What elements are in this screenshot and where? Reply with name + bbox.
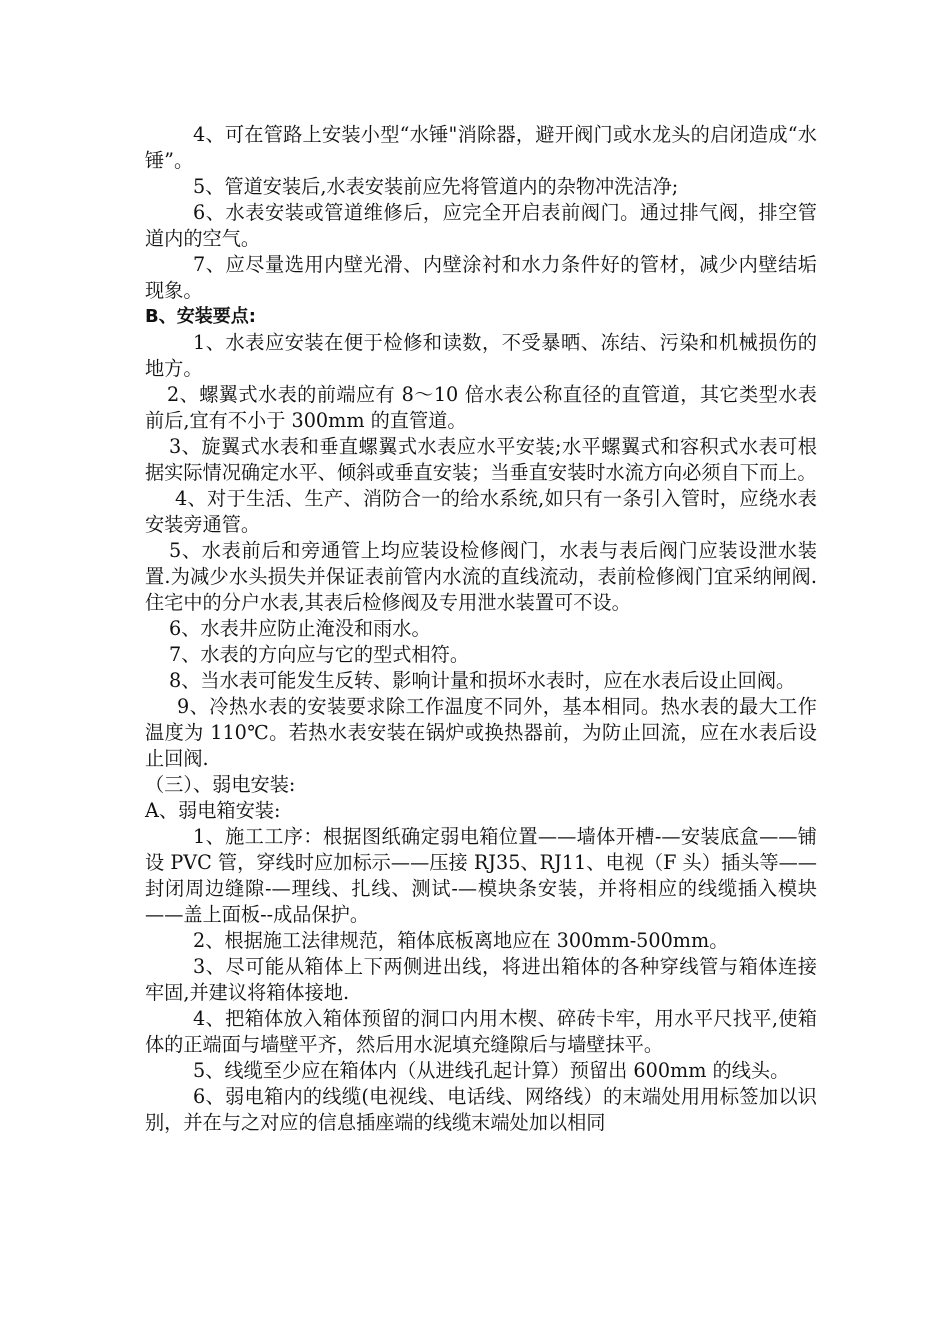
paragraph: 5、水表前后和旁通管上均应装设检修阀门，水表与表后阀门应装设泄水装置.为减少水头损失并保证表前管内水流的直线流动，表前检修阀门宜采纳闸阀.住宅中的分户水表,其表后检修阀及专用泄水装置可不设。 <box>145 539 817 614</box>
paragraph: 3、尽可能从箱体上下两侧进出线，将进出箱体的各种穿线管与箱体连接牢固,并建议将箱体接地. <box>145 955 817 1004</box>
paragraph: 5、管道安装后,水表安装前应先将管道内的杂物冲洗洁净; <box>193 175 679 198</box>
paragraph: 6、水表安装或管道维修后，应完全开启表前阀门。通过排气阀，排空管道内的空气。 <box>145 201 817 250</box>
paragraph: 7、应尽量选用内壁光滑、内壁涂衬和水力条件好的管材，减少内壁结垢现象。 <box>145 253 817 302</box>
paragraph: 4、对于生活、生产、消防合一的给水系统,如只有一条引入管时，应绕水表安装旁通管。 <box>145 487 817 536</box>
paragraph: 1、施工工序：根据图纸确定弱电箱位置——墙体开槽-—安装底盒——铺设 PVC 管，穿线时应加标示——压接 RJ35、RJ11、电视（F 头）插头等——封闭周边缝隙-—理线、扎线、测试-—模块条安装，并将相应的线缆插入模块——盖上面板--成品保护。 <box>145 825 817 926</box>
paragraph: 6、弱电箱内的线缆(电视线、电话线、网络线）的末端处用用标签加以识别，并在与之对应的信息插座端的线缆末端处加以相同 <box>145 1085 817 1134</box>
paragraph: 9、冷热水表的安装要求除工作温度不同外，基本相同。热水表的最大工作温度为 110℃。若热水表安装在锅炉或换热器前，为防止回流，应在水表后设止回阀. <box>145 695 817 770</box>
section-heading: B、安装要点: <box>145 306 256 327</box>
paragraph: 2、螺翼式水表的前端应有 8～10 倍水表公称直径的直管道，其它类型水表前后,宜有不小于 300mm 的直管道。 <box>145 383 817 432</box>
section-heading: （三）、弱电安装: <box>145 773 296 796</box>
paragraph: 4、可在管路上安装小型“水锤"消除器，避开阀门或水龙头的启闭造成“水锤”。 <box>145 123 817 172</box>
document-body <box>145 122 817 1136</box>
paragraph: 1、水表应安装在便于检修和读数，不受暴晒、冻结、污染和机械损伤的地方。 <box>145 331 817 380</box>
paragraph: 6、水表井应防止淹没和雨水。 <box>169 617 431 640</box>
paragraph: 8、当水表可能发生反转、影响计量和损坏水表时，应在水表后设止回阀。 <box>169 669 796 692</box>
paragraph: 4、把箱体放入箱体预留的洞口内用木楔、碎砖卡牢，用水平尺找平,使箱体的正端面与墙壁平齐，然后用水泥填充缝隙后与墙壁抹平。 <box>145 1007 817 1056</box>
paragraph: 3、旋翼式水表和垂直螺翼式水表应水平安装;水平螺翼式和容积式水表可根据实际情况确定水平、倾斜或垂直安装；当垂直安装时水流方向必须自下而上。 <box>145 435 817 484</box>
paragraph: 5、线缆至少应在箱体内（从进线孔起计算）预留出 600mm 的线头。 <box>193 1059 790 1082</box>
paragraph: 7、水表的方向应与它的型式相符。 <box>169 643 470 666</box>
paragraph: 2、根据施工法律规范，箱体底板离地应在 300mm-500mm。 <box>193 929 729 952</box>
section-heading: A、弱电箱安装: <box>145 799 281 822</box>
